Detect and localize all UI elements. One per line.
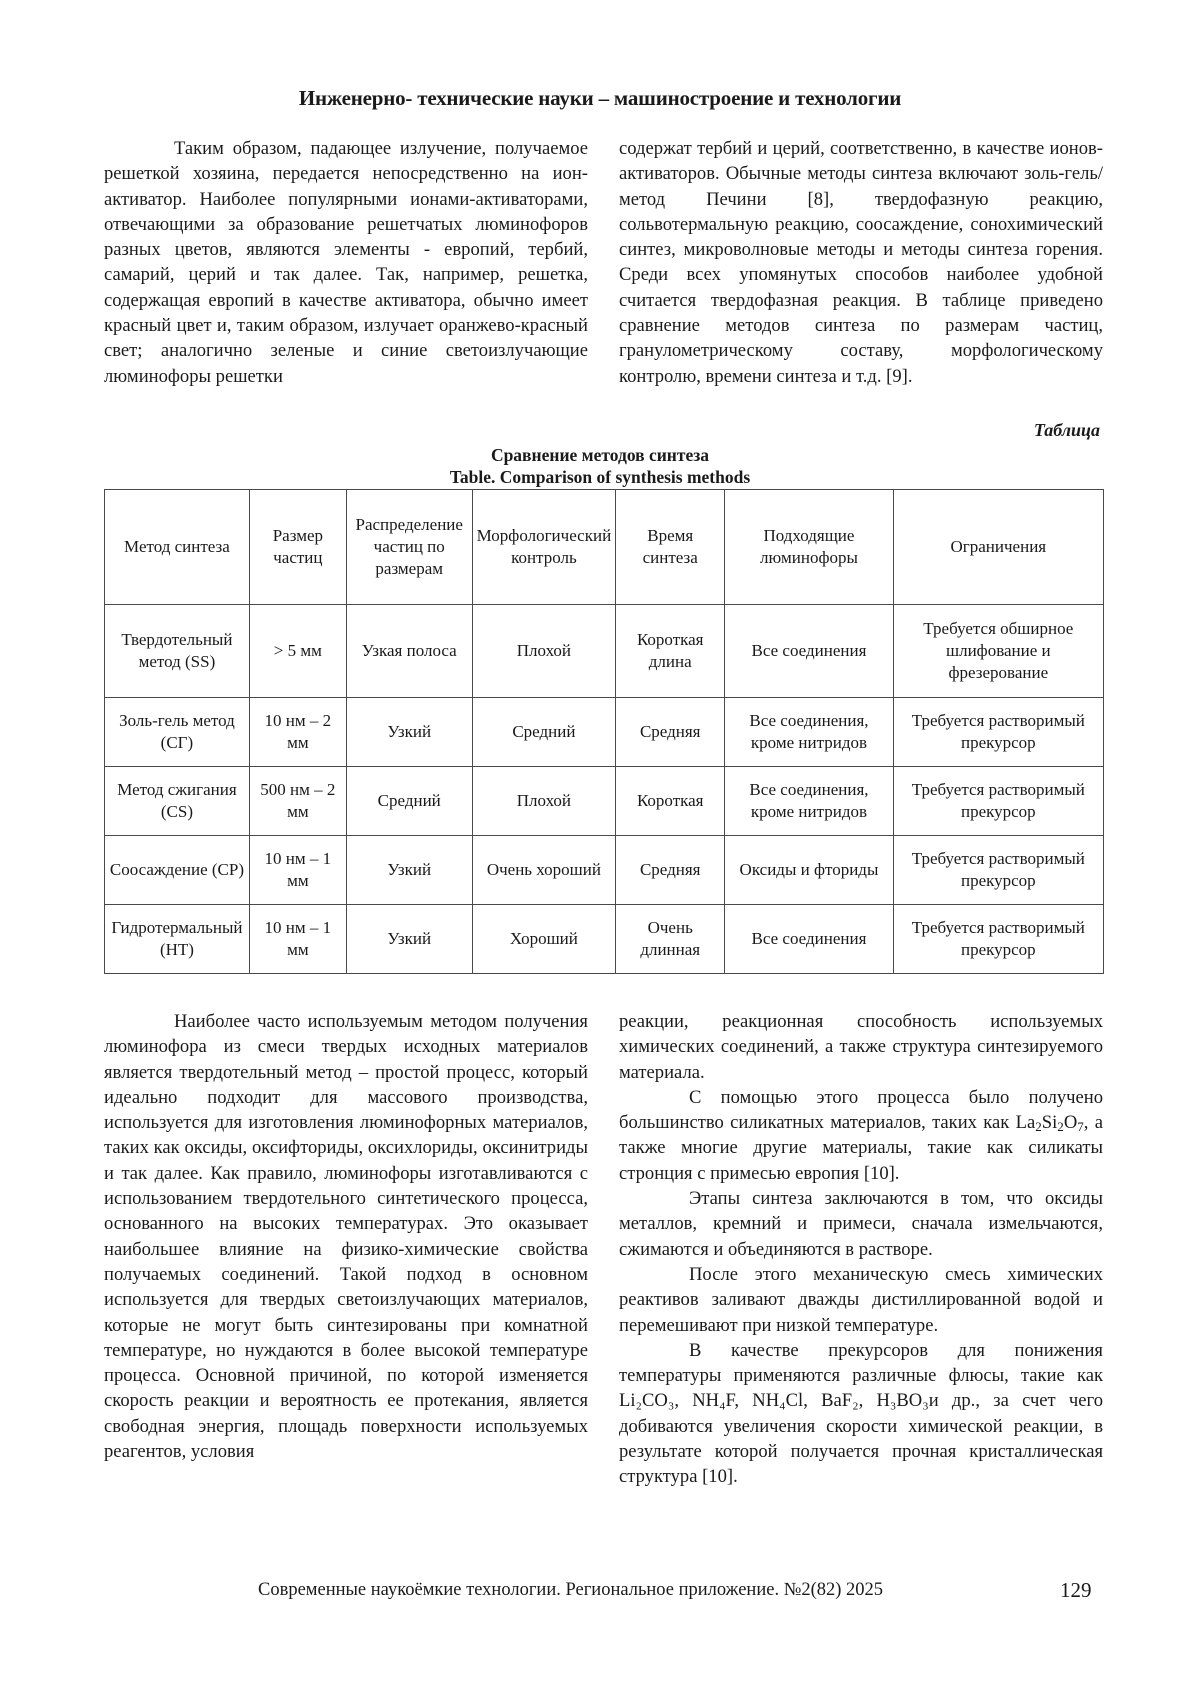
page-number: 129 <box>1060 1578 1092 1602</box>
text-span: В качестве прекурсоров для понижения температуры применяются различные флюсы, такие как <box>619 1339 1103 1387</box>
table-row <box>105 605 1104 698</box>
chemical-formula: $La_2Si_2O_7$ <box>1015 1112 1084 1135</box>
table-cell: Требуется растворимый прекурсор <box>893 836 1103 905</box>
table-label: Таблица <box>1033 420 1100 440</box>
paragraph <box>619 1085 1103 1186</box>
header-cell: Метод синтеза <box>105 490 250 605</box>
table-cell: 10 нм – 1 мм <box>249 905 346 974</box>
header-cell: Время синтеза <box>616 490 725 605</box>
table-row <box>105 767 1104 836</box>
table-cell: Средний <box>472 698 616 767</box>
paragraph: реакции, реакционная способность используемых химических соединений, а также структура синтезируемого материала. <box>619 1011 1103 1083</box>
table-cell: Короткая длина <box>616 605 725 698</box>
table-cell: Узкий <box>346 836 472 905</box>
table-cell: Узкая полоса <box>346 605 472 698</box>
table-cell: > 5 мм <box>249 605 346 698</box>
running-head: Инженерно- технические науки – машиностроение и технологии <box>298 86 902 110</box>
header-cell: Распределение частиц по размерам <box>346 490 472 605</box>
text-column-left-top <box>104 136 588 389</box>
table-cell: Оксиды и фториды <box>725 836 893 905</box>
table-cell: Требуется растворимый прекурсор <box>893 698 1103 767</box>
table-cell: Гидротермальный (HT) <box>105 905 250 974</box>
table-cell: Все соединения <box>725 905 893 974</box>
table-cell: Все соединения, кроме нитридов <box>725 698 893 767</box>
table-row <box>105 698 1104 767</box>
paragraph: После этого механическую смесь химических реактивов заливают дважды дистиллированной водой и перемешивают при низкой температуре. <box>619 1263 1103 1336</box>
table-cell: Средняя <box>616 836 725 905</box>
table-cell: 10 нм – 2 мм <box>249 698 346 767</box>
paragraph <box>619 1338 1103 1490</box>
table-cell: Требуется обширное шлифование и фрезерование <box>893 605 1103 698</box>
text-span: и др., за счет чего добиваются увеличения скорости химической реакции, в результате которой получается прочная кристаллическая структура [10]. <box>619 1390 1103 1488</box>
header-cell: Ограничения <box>893 490 1103 605</box>
table-cell: Короткая <box>616 767 725 836</box>
table-caption <box>0 444 1200 488</box>
table-row <box>105 836 1104 905</box>
table-cell: Узкий <box>346 698 472 767</box>
journal-footer: Современные наукоёмкие технологии. Региональное приложение. №2(82) 2025 <box>258 1580 884 1600</box>
synthesis-comparison-table <box>104 489 1104 974</box>
table-cell: 500 нм – 2 мм <box>249 767 346 836</box>
table-cell: Все соединения, кроме нитридов <box>725 767 893 836</box>
table-cell: Хороший <box>472 905 616 974</box>
table-row <box>105 905 1104 974</box>
table-cell: 10 нм – 1 мм <box>249 836 346 905</box>
text-span: , а также многие другие материалы, такие как силикаты стронция с примесью европия [10]. <box>619 1112 1103 1184</box>
table-title-ru: Сравнение методов синтеза <box>490 445 710 465</box>
text-column-left-bottom <box>104 1009 588 1464</box>
table-cell: Метод сжигания (CS) <box>105 767 250 836</box>
chemical-formula-list: Li₂CO₃, NH₄F, NH₄Cl, BaF₂, H₃BO₃ <box>619 1390 929 1412</box>
table-cell: Золь-гель метод (СГ) <box>105 698 250 767</box>
table-cell: Средняя <box>616 698 725 767</box>
header-cell: Морфологический контроль <box>472 490 616 605</box>
table-cell: Требуется растворимый прекурсор <box>893 767 1103 836</box>
paragraph: Таким образом, падающее излучение, получаемое решеткой хозяина, передается непосредственно на ион-активатор. Наиболее популярными ионами-активаторами, отвечающими за образование решетчатых люминофоров разных цветов, являются элементы - европий, тербий, самарий, церий и так далее. Так, например, решетка, содержащая европий в качестве активатора, обычно имеет красный цвет и, таким образом, излучает оранжево-красный свет; аналогично зеленые и синие светоизлучающие люминофоры решетки <box>104 138 588 387</box>
table-cell: Плохой <box>472 767 616 836</box>
table-cell: Очень длинная <box>616 905 725 974</box>
text-span: С помощью этого процесса было получено большинство силикатных материалов, таких как <box>619 1086 1103 1134</box>
text-column-right-bottom <box>619 1009 1103 1490</box>
table-cell: Плохой <box>472 605 616 698</box>
paragraph: содержат тербий и церий, соответственно, в качестве ионов-активаторов. Обычные методы синтеза включают золь-гель/метод Печини [8], твердофазную реакцию, сольвотермальную реакцию, соосаждение, сонохимический синтез, микроволновые методы и методы синтеза горения. Среди всех упомянутых способов наиболее удобной считается твердофазная реакция. В таблице приведено сравнение методов синтеза по размерам частиц, гранулометрическому составу, морфологическому контролю, времени синтеза и т.д. [9]. <box>619 138 1103 387</box>
table-cell: Все соединения <box>725 605 893 698</box>
table-cell: Очень хороший <box>472 836 616 905</box>
header-cell: Размер частиц <box>249 490 346 605</box>
paragraph: Наиболее часто используемым методом получения люминофора из смеси твердых исходных материалов является твердотельный метод – простой процесс, который идеально подходит для массового производства, используется для изготовления люминофорных материалов, таких как оксиды, оксифториды, оксихлориды, оксинитриды и так далее. Как правило, люминофоры изготавливаются с использованием твердотельного синтетического процесса, основанного на высоких температурах. Это оказывает наибольшее влияние на физико-химические свойства получаемых соединений. Такой подход в основном используется для твердых светоизлучающих материалов, которые не могут быть синтезированы при комнатной температуре, но нуждаются в более высокой температуре процесса. Основной причиной, по которой изменяется скорость реакции и вероятность ее протекания, является свободная энергия, площадь поверхности используемых реагентов, условия <box>104 1011 588 1463</box>
text-column-right-top <box>619 136 1103 389</box>
table-cell: Узкий <box>346 905 472 974</box>
paragraph: Этапы синтеза заключаются в том, что оксиды металлов, кремний и примеси, сначала измельчаются, сжимаются и объединяются в растворе. <box>619 1188 1103 1260</box>
table-cell: Соосаждение (CP) <box>105 836 250 905</box>
table-cell: Средний <box>346 767 472 836</box>
table-title-en: Table. Comparison of synthesis methods <box>449 467 751 487</box>
table-header-row <box>105 490 1104 605</box>
header-cell: Подходящие люминофоры <box>725 490 893 605</box>
table-cell: Твердотельный метод (SS) <box>105 605 250 698</box>
table-cell: Требуется растворимый прекурсор <box>893 905 1103 974</box>
